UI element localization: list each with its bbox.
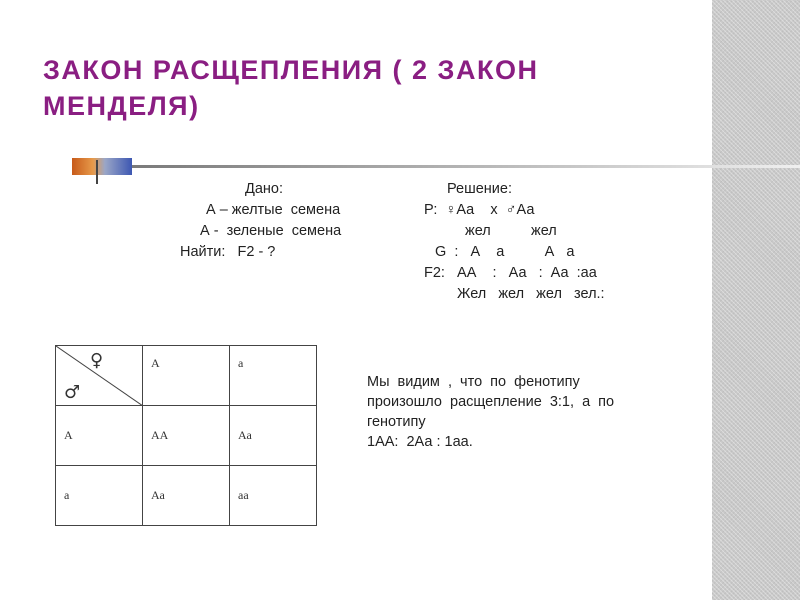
punnett-corner-cell: [56, 346, 143, 406]
female-symbol-icon: ♀: [90, 350, 104, 371]
conclusion-line-4: 1АА: 2Аа : 1аа.: [367, 434, 473, 450]
solution-parents: Р: ♀Аа х ♂Аа: [424, 202, 535, 218]
punnett-row-label: А: [56, 406, 143, 466]
slide-title-line2: МЕНДЕЛЯ): [43, 91, 200, 121]
solution-heading: Решение:: [447, 181, 512, 197]
punnett-header-row: [56, 346, 317, 406]
solution-f2-phenotypes: Жел жел жел зел.:: [457, 286, 605, 302]
punnett-header-cell: а: [230, 346, 317, 406]
punnett-cell: Аа: [143, 466, 230, 526]
given-line-2: А - зеленые семена: [200, 223, 342, 239]
punnett-header-cell: А: [143, 346, 230, 406]
slide-title-line1: ЗАКОН РАСЩЕПЛЕНИЯ ( 2 ЗАКОН: [43, 55, 539, 85]
solution-f2: F2: АА : Аа : Аа :аа: [424, 265, 597, 281]
male-symbol-icon: ♂: [64, 382, 81, 403]
conclusion-line-2: произошло расщепление 3:1, а по: [367, 394, 615, 410]
given-find: Найти: F2 - ?: [180, 244, 276, 260]
slide-title: [43, 52, 683, 124]
conclusion-line-1: Мы видим , что по фенотипу: [367, 374, 580, 390]
solution-parent-phenotypes: жел жел: [465, 223, 557, 239]
conclusion-text: [367, 372, 667, 452]
decorative-sidebar: [712, 0, 800, 600]
conclusion-line-3: генотипу: [367, 414, 426, 430]
divider-line: [132, 165, 800, 168]
punnett-cell: Аа: [230, 406, 317, 466]
given-heading: Дано:: [245, 181, 283, 197]
punnett-row-label: а: [56, 466, 143, 526]
divider-gradient-bar: [72, 158, 132, 175]
punnett-row: [56, 406, 317, 466]
solution-gametes: G : А а А а: [435, 244, 575, 260]
punnett-cell: АА: [143, 406, 230, 466]
punnett-row: [56, 466, 317, 526]
punnett-cell: аа: [230, 466, 317, 526]
divider-tick: [96, 160, 98, 184]
given-line-1: А – желтые семена: [206, 202, 341, 218]
punnett-square: [55, 345, 317, 526]
